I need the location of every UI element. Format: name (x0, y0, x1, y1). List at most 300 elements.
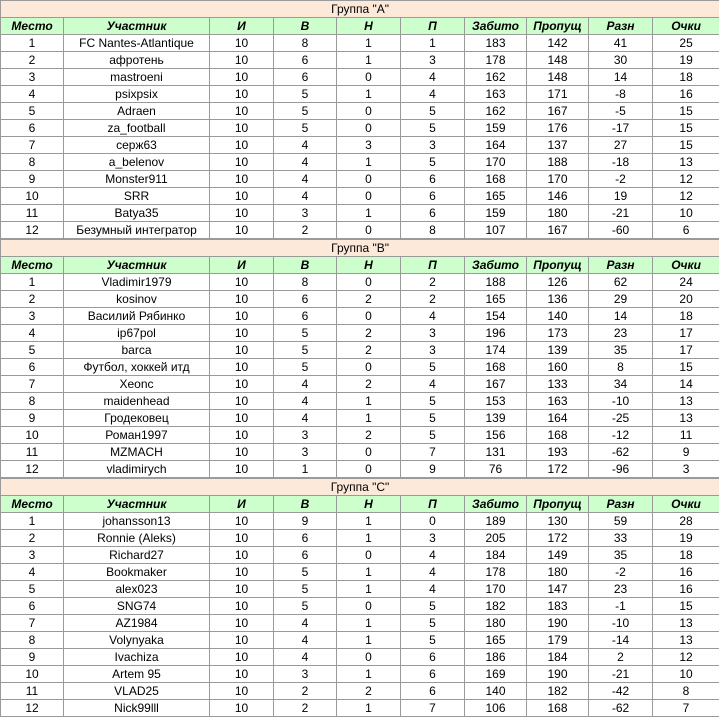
group-title-row (1, 1, 719, 18)
draws-cell: 2 (337, 427, 401, 444)
conceded-cell: 164 (527, 410, 589, 427)
participant-cell: Nick99lll (64, 700, 210, 717)
losses-cell: 5 (401, 103, 465, 120)
table-row (1, 581, 719, 598)
draws-cell: 0 (337, 274, 401, 291)
games-cell: 10 (210, 530, 274, 547)
points-cell: 10 (653, 205, 719, 222)
difference-cell: -14 (589, 632, 653, 649)
draws-cell: 1 (337, 154, 401, 171)
table-row (1, 444, 719, 461)
scored-cell: 168 (465, 171, 527, 188)
losses-header: П (401, 257, 465, 274)
games-cell: 10 (210, 291, 274, 308)
games-cell: 10 (210, 325, 274, 342)
place-cell: 5 (1, 581, 64, 598)
place-cell: 4 (1, 564, 64, 581)
scored-cell: 159 (465, 120, 527, 137)
difference-cell: 30 (589, 52, 653, 69)
participant-cell: MZMACH (64, 444, 210, 461)
scored-cell: 178 (465, 52, 527, 69)
wins-cell: 2 (274, 700, 337, 717)
points-cell: 15 (653, 598, 719, 615)
points-cell: 15 (653, 103, 719, 120)
table-row (1, 530, 719, 547)
scored-cell: 107 (465, 222, 527, 239)
games-cell: 10 (210, 86, 274, 103)
conceded-cell: 148 (527, 69, 589, 86)
points-cell: 8 (653, 683, 719, 700)
wins-cell: 4 (274, 649, 337, 666)
losses-cell: 4 (401, 69, 465, 86)
wins-cell: 5 (274, 103, 337, 120)
wins-cell: 2 (274, 683, 337, 700)
wins-cell: 5 (274, 342, 337, 359)
column-header-row (1, 257, 719, 274)
table-row (1, 188, 719, 205)
difference-cell: -60 (589, 222, 653, 239)
table-row (1, 154, 719, 171)
scored-cell: 183 (465, 35, 527, 52)
scored-cell: 167 (465, 376, 527, 393)
table-row (1, 598, 719, 615)
draws-cell: 0 (337, 461, 401, 478)
draws-cell: 1 (337, 581, 401, 598)
participant-cell: VLAD25 (64, 683, 210, 700)
table-row (1, 308, 719, 325)
points-cell: 17 (653, 325, 719, 342)
place-cell: 12 (1, 461, 64, 478)
scored-cell: 139 (465, 410, 527, 427)
conceded-cell: 167 (527, 103, 589, 120)
table-row (1, 564, 719, 581)
scored-cell: 170 (465, 581, 527, 598)
draws-header: Н (337, 18, 401, 35)
wins-header: В (274, 257, 337, 274)
draws-cell: 2 (337, 342, 401, 359)
participant-cell: Vladimir1979 (64, 274, 210, 291)
games-cell: 10 (210, 205, 274, 222)
games-cell: 10 (210, 35, 274, 52)
games-cell: 10 (210, 461, 274, 478)
scored-cell: 164 (465, 137, 527, 154)
wins-header: В (274, 496, 337, 513)
wins-cell: 8 (274, 35, 337, 52)
place-cell: 5 (1, 342, 64, 359)
draws-cell: 0 (337, 359, 401, 376)
place-cell: 11 (1, 444, 64, 461)
scored-cell: 156 (465, 427, 527, 444)
conceded-cell: 190 (527, 666, 589, 683)
points-cell: 14 (653, 376, 719, 393)
table-row (1, 649, 719, 666)
scored-cell: 184 (465, 547, 527, 564)
place-cell: 8 (1, 393, 64, 410)
losses-cell: 4 (401, 581, 465, 598)
table-row (1, 632, 719, 649)
place-cell: 10 (1, 427, 64, 444)
scored-cell: 154 (465, 308, 527, 325)
scored-cell: 170 (465, 154, 527, 171)
difference-cell: 34 (589, 376, 653, 393)
difference-cell: -21 (589, 205, 653, 222)
draws-cell: 1 (337, 86, 401, 103)
points-cell: 19 (653, 530, 719, 547)
difference-cell: 14 (589, 308, 653, 325)
games-header: И (210, 257, 274, 274)
losses-cell: 7 (401, 700, 465, 717)
wins-cell: 5 (274, 581, 337, 598)
table-row (1, 120, 719, 137)
draws-cell: 1 (337, 52, 401, 69)
place-cell: 4 (1, 86, 64, 103)
difference-cell: -21 (589, 666, 653, 683)
place-cell: 1 (1, 35, 64, 52)
points-cell: 24 (653, 274, 719, 291)
participant-cell: vladimirych (64, 461, 210, 478)
points-header: Очки (653, 18, 719, 35)
points-cell: 18 (653, 308, 719, 325)
draws-cell: 0 (337, 188, 401, 205)
wins-cell: 4 (274, 632, 337, 649)
participant-cell: Bookmaker (64, 564, 210, 581)
difference-cell: 23 (589, 581, 653, 598)
table-row (1, 376, 719, 393)
losses-cell: 6 (401, 683, 465, 700)
difference-cell: 23 (589, 325, 653, 342)
difference-cell: -5 (589, 103, 653, 120)
scored-cell: 159 (465, 205, 527, 222)
draws-cell: 0 (337, 69, 401, 86)
group-title: Группа "A" (1, 1, 719, 18)
place-cell: 10 (1, 666, 64, 683)
scored-cell: 140 (465, 683, 527, 700)
wins-cell: 5 (274, 86, 337, 103)
group-title: Группа "B" (1, 240, 719, 257)
points-cell: 12 (653, 649, 719, 666)
losses-cell: 4 (401, 547, 465, 564)
conceded-cell: 133 (527, 376, 589, 393)
participant-header: Участник (64, 18, 210, 35)
difference-cell: -42 (589, 683, 653, 700)
place-cell: 2 (1, 52, 64, 69)
place-cell: 11 (1, 683, 64, 700)
losses-cell: 3 (401, 325, 465, 342)
place-cell: 1 (1, 274, 64, 291)
draws-cell: 2 (337, 325, 401, 342)
conceded-cell: 167 (527, 222, 589, 239)
losses-cell: 6 (401, 171, 465, 188)
place-cell: 11 (1, 205, 64, 222)
table-row (1, 205, 719, 222)
participant-cell: Artem 95 (64, 666, 210, 683)
games-cell: 10 (210, 120, 274, 137)
participant-cell: Футбол, хоккей итд (64, 359, 210, 376)
games-cell: 10 (210, 581, 274, 598)
scored-cell: 205 (465, 530, 527, 547)
wins-cell: 4 (274, 410, 337, 427)
losses-cell: 0 (401, 513, 465, 530)
conceded-cell: 146 (527, 188, 589, 205)
scored-cell: 188 (465, 274, 527, 291)
draws-cell: 0 (337, 649, 401, 666)
losses-cell: 4 (401, 86, 465, 103)
table-row (1, 410, 719, 427)
conceded-cell: 168 (527, 700, 589, 717)
points-cell: 13 (653, 410, 719, 427)
place-cell: 10 (1, 188, 64, 205)
conceded-cell: 182 (527, 683, 589, 700)
points-cell: 28 (653, 513, 719, 530)
losses-cell: 2 (401, 274, 465, 291)
conceded-cell: 193 (527, 444, 589, 461)
table-row (1, 222, 719, 239)
table-row (1, 86, 719, 103)
table-row (1, 615, 719, 632)
losses-cell: 3 (401, 137, 465, 154)
wins-cell: 3 (274, 205, 337, 222)
conceded-header: Пропущ (527, 496, 589, 513)
scored-cell: 163 (465, 86, 527, 103)
table-row (1, 666, 719, 683)
place-header: Место (1, 496, 64, 513)
conceded-cell: 136 (527, 291, 589, 308)
difference-cell: -96 (589, 461, 653, 478)
points-cell: 13 (653, 615, 719, 632)
difference-cell: -1 (589, 598, 653, 615)
wins-cell: 2 (274, 222, 337, 239)
wins-cell: 5 (274, 325, 337, 342)
points-cell: 18 (653, 69, 719, 86)
table-row (1, 547, 719, 564)
draws-cell: 1 (337, 35, 401, 52)
games-cell: 10 (210, 513, 274, 530)
conceded-cell: 188 (527, 154, 589, 171)
difference-header: Разн (589, 18, 653, 35)
difference-cell: 2 (589, 649, 653, 666)
games-cell: 10 (210, 700, 274, 717)
difference-cell: -10 (589, 615, 653, 632)
group-table (0, 0, 719, 239)
place-cell: 6 (1, 120, 64, 137)
points-header: Очки (653, 257, 719, 274)
participant-cell: SNG74 (64, 598, 210, 615)
table-row (1, 700, 719, 717)
wins-cell: 5 (274, 598, 337, 615)
conceded-cell: 176 (527, 120, 589, 137)
difference-cell: 8 (589, 359, 653, 376)
participant-cell: alex023 (64, 581, 210, 598)
conceded-header: Пропущ (527, 257, 589, 274)
difference-cell: 27 (589, 137, 653, 154)
place-cell: 2 (1, 291, 64, 308)
participant-cell: kosinov (64, 291, 210, 308)
draws-cell: 1 (337, 393, 401, 410)
difference-cell: -2 (589, 564, 653, 581)
participant-cell: Ronnie (Aleks) (64, 530, 210, 547)
conceded-cell: 183 (527, 598, 589, 615)
games-header: И (210, 18, 274, 35)
difference-cell: -8 (589, 86, 653, 103)
table-row (1, 683, 719, 700)
games-cell: 10 (210, 376, 274, 393)
games-cell: 10 (210, 564, 274, 581)
points-cell: 13 (653, 154, 719, 171)
scored-cell: 178 (465, 564, 527, 581)
wins-cell: 3 (274, 666, 337, 683)
participant-cell: Ivachiza (64, 649, 210, 666)
draws-cell: 1 (337, 666, 401, 683)
group-table (0, 239, 719, 478)
table-row (1, 291, 719, 308)
table-row (1, 171, 719, 188)
losses-header: П (401, 18, 465, 35)
scored-header: Забито (465, 18, 527, 35)
losses-cell: 1 (401, 35, 465, 52)
difference-cell: 19 (589, 188, 653, 205)
place-cell: 6 (1, 359, 64, 376)
scored-cell: 165 (465, 632, 527, 649)
participant-cell: a_belenov (64, 154, 210, 171)
points-cell: 17 (653, 342, 719, 359)
difference-header: Разн (589, 496, 653, 513)
wins-cell: 6 (274, 52, 337, 69)
losses-cell: 5 (401, 393, 465, 410)
wins-cell: 5 (274, 564, 337, 581)
wins-cell: 6 (274, 530, 337, 547)
games-cell: 10 (210, 103, 274, 120)
scored-cell: 186 (465, 649, 527, 666)
conceded-cell: 160 (527, 359, 589, 376)
points-cell: 6 (653, 222, 719, 239)
losses-cell: 5 (401, 598, 465, 615)
place-cell: 12 (1, 222, 64, 239)
place-cell: 9 (1, 171, 64, 188)
losses-cell: 5 (401, 359, 465, 376)
points-cell: 19 (653, 52, 719, 69)
points-cell: 18 (653, 547, 719, 564)
wins-cell: 4 (274, 393, 337, 410)
participant-cell: Василий Рябинко (64, 308, 210, 325)
draws-header: Н (337, 257, 401, 274)
draws-cell: 1 (337, 205, 401, 222)
difference-cell: 41 (589, 35, 653, 52)
losses-cell: 5 (401, 410, 465, 427)
table-row (1, 35, 719, 52)
draws-cell: 1 (337, 410, 401, 427)
participant-cell: FC Nantes-Atlantique (64, 35, 210, 52)
conceded-cell: 172 (527, 461, 589, 478)
wins-cell: 1 (274, 461, 337, 478)
place-cell: 2 (1, 530, 64, 547)
draws-cell: 2 (337, 376, 401, 393)
scored-cell: 169 (465, 666, 527, 683)
conceded-cell: 140 (527, 308, 589, 325)
conceded-cell: 179 (527, 632, 589, 649)
games-header: И (210, 496, 274, 513)
losses-cell: 9 (401, 461, 465, 478)
losses-cell: 3 (401, 52, 465, 69)
games-cell: 10 (210, 649, 274, 666)
place-cell: 3 (1, 308, 64, 325)
scored-cell: 182 (465, 598, 527, 615)
difference-header: Разн (589, 257, 653, 274)
draws-cell: 0 (337, 222, 401, 239)
draws-cell: 1 (337, 700, 401, 717)
conceded-cell: 137 (527, 137, 589, 154)
draws-cell: 1 (337, 564, 401, 581)
participant-cell: Adraen (64, 103, 210, 120)
wins-cell: 4 (274, 171, 337, 188)
difference-cell: 59 (589, 513, 653, 530)
losses-cell: 4 (401, 564, 465, 581)
draws-cell: 0 (337, 171, 401, 188)
participant-cell: Batya35 (64, 205, 210, 222)
points-cell: 13 (653, 393, 719, 410)
losses-header: П (401, 496, 465, 513)
difference-cell: -25 (589, 410, 653, 427)
difference-cell: 35 (589, 547, 653, 564)
table-row (1, 137, 719, 154)
wins-cell: 6 (274, 291, 337, 308)
games-cell: 10 (210, 666, 274, 683)
scored-cell: 174 (465, 342, 527, 359)
difference-cell: -62 (589, 444, 653, 461)
points-cell: 7 (653, 700, 719, 717)
difference-cell: -62 (589, 700, 653, 717)
wins-cell: 3 (274, 427, 337, 444)
participant-cell: psixpsix (64, 86, 210, 103)
table-row (1, 325, 719, 342)
participant-cell: za_football (64, 120, 210, 137)
wins-cell: 4 (274, 137, 337, 154)
participant-cell: Richard27 (64, 547, 210, 564)
place-cell: 9 (1, 649, 64, 666)
place-cell: 3 (1, 547, 64, 564)
difference-cell: 35 (589, 342, 653, 359)
losses-cell: 2 (401, 291, 465, 308)
wins-cell: 6 (274, 308, 337, 325)
group-title-row (1, 479, 719, 496)
points-cell: 11 (653, 427, 719, 444)
table-row (1, 513, 719, 530)
points-cell: 20 (653, 291, 719, 308)
conceded-cell: 126 (527, 274, 589, 291)
losses-cell: 6 (401, 666, 465, 683)
conceded-cell: 170 (527, 171, 589, 188)
participant-header: Участник (64, 257, 210, 274)
difference-cell: 33 (589, 530, 653, 547)
conceded-cell: 149 (527, 547, 589, 564)
wins-cell: 4 (274, 154, 337, 171)
place-cell: 7 (1, 137, 64, 154)
participant-cell: AZ1984 (64, 615, 210, 632)
scored-cell: 162 (465, 69, 527, 86)
wins-cell: 8 (274, 274, 337, 291)
group-title: Группа "C" (1, 479, 719, 496)
games-cell: 10 (210, 598, 274, 615)
draws-cell: 1 (337, 632, 401, 649)
conceded-cell: 168 (527, 427, 589, 444)
draws-cell: 0 (337, 444, 401, 461)
points-cell: 15 (653, 120, 719, 137)
draws-cell: 0 (337, 547, 401, 564)
conceded-cell: 190 (527, 615, 589, 632)
conceded-cell: 147 (527, 581, 589, 598)
scored-cell: 168 (465, 359, 527, 376)
place-cell: 9 (1, 410, 64, 427)
conceded-cell: 184 (527, 649, 589, 666)
